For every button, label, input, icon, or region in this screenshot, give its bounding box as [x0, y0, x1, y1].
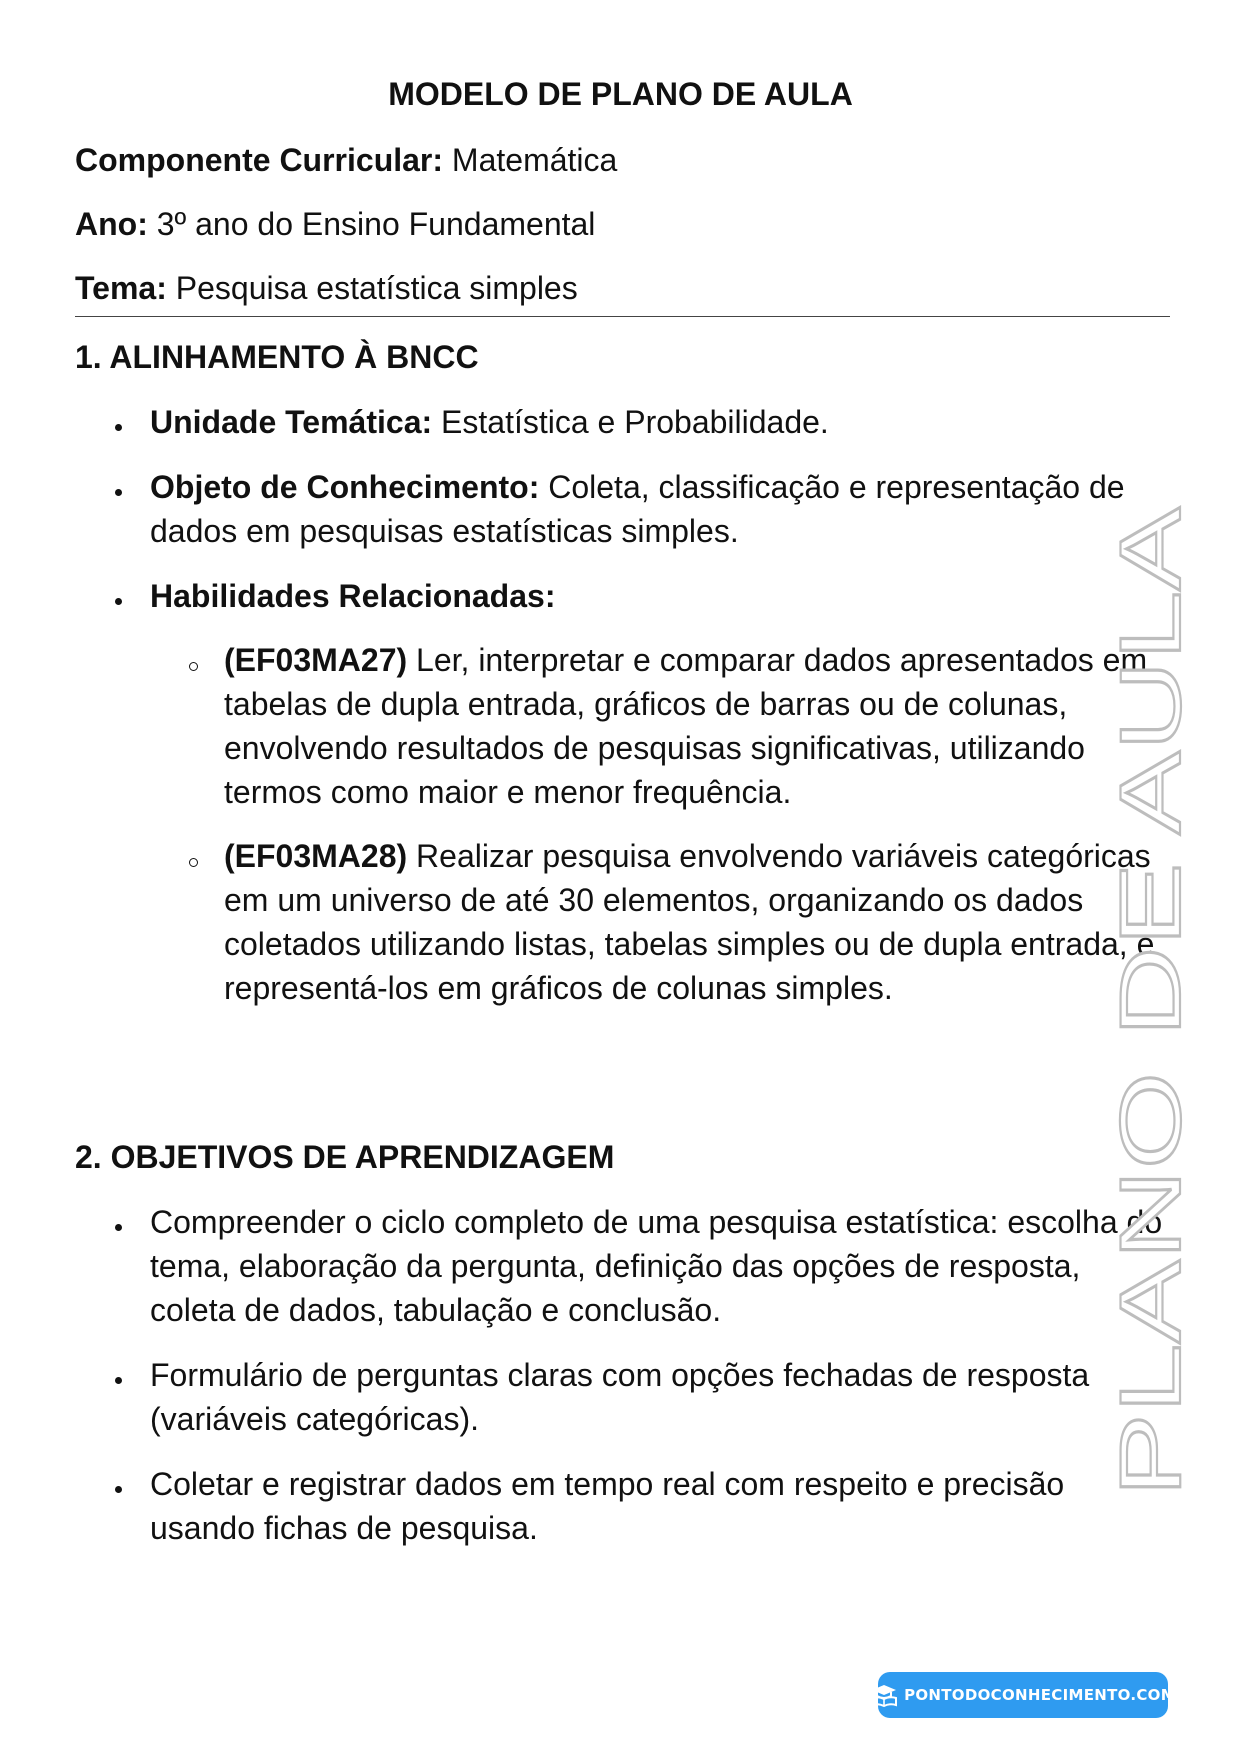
objeto-label: Objeto de Conhecimento: [150, 469, 540, 505]
section1-heading: 1. ALINHAMENTO À BNCC [75, 339, 479, 375]
site-badge[interactable] [878, 1672, 1176, 1718]
circle-bullet-icon [189, 858, 198, 867]
document-title: MODELO DE PLANO DE AULA [388, 76, 853, 112]
graduation-book-icon [870, 1683, 898, 1707]
watermark-text: PLANO DE AULA [1103, 818, 1199, 1497]
tema-value: Pesquisa estatística simples [166, 270, 578, 306]
site-badge-text: PONTODOCONHECIMENTO.COM [904, 1686, 1176, 1704]
circle-bullet-icon [189, 662, 198, 671]
objetivo-item: Compreender o ciclo completo de uma pesquisa estatística: escolha do tema, elaboração da pergunta, definição das opções de resposta, coleta de dados, tabulação e conclusão. [150, 1204, 1163, 1328]
ano-label: Ano: [75, 206, 148, 242]
habilidade-text: Realizar pesquisa envolvendo variáveis categóricas em um universo de até 30 elementos, organizando os dados coletados utilizando listas, tabelas simples ou de dupla entrada, e representá-los em gráficos de colunas simples. [224, 838, 1155, 1006]
meta-componente [75, 140, 617, 180]
section2-heading: 2. OBJETIVOS DE APRENDIZAGEM [75, 1139, 615, 1175]
bullet-icon [115, 1377, 122, 1384]
componente-value: Matemática [443, 142, 618, 178]
unidade-value: Estatística e Probabilidade. [432, 404, 829, 440]
tema-label: Tema: [75, 270, 167, 306]
header-divider [75, 316, 1170, 317]
objetivo-item: Coletar e registrar dados em tempo real com respeito e precisão usando fichas de pesquisa. [150, 1466, 1065, 1546]
componente-label: Componente Curricular: [75, 142, 444, 178]
habilidade-item [224, 638, 1164, 814]
habilidade-item [224, 834, 1164, 1010]
meta-tema [75, 268, 578, 308]
list-item-objeto [150, 465, 1170, 553]
bullet-icon [115, 1224, 122, 1231]
habilidade-code: (EF03MA27) [224, 642, 408, 678]
unidade-label: Unidade Temática: [150, 404, 433, 440]
habilidade-code: (EF03MA28) [224, 838, 408, 874]
bullet-icon [115, 598, 122, 605]
bullet-icon [115, 1486, 122, 1493]
list-item-unidade [150, 400, 1160, 444]
bullet-icon [115, 424, 122, 431]
watermark [1103, 505, 1202, 1505]
meta-ano [75, 204, 595, 244]
objeto-value: Coleta, classificação e representação de dados em pesquisas estatísticas simples. [150, 469, 1125, 549]
bullet-icon [115, 489, 122, 496]
objetivo-item: Formulário de perguntas claras com opções fechadas de resposta (variáveis categóricas). [150, 1357, 1090, 1437]
list-item-habilidades [150, 574, 1160, 618]
habilidades-label: Habilidades Relacionadas: [150, 578, 556, 614]
habilidade-text: Ler, interpretar e comparar dados apresentados em tabelas de dupla entrada, gráficos de barras ou de colunas, envolvendo resultados de pesquisas significativas, utilizando termos como maior e menor frequência. [224, 642, 1148, 810]
ano-value: 3º ano do Ensino Fundamental [147, 206, 596, 242]
